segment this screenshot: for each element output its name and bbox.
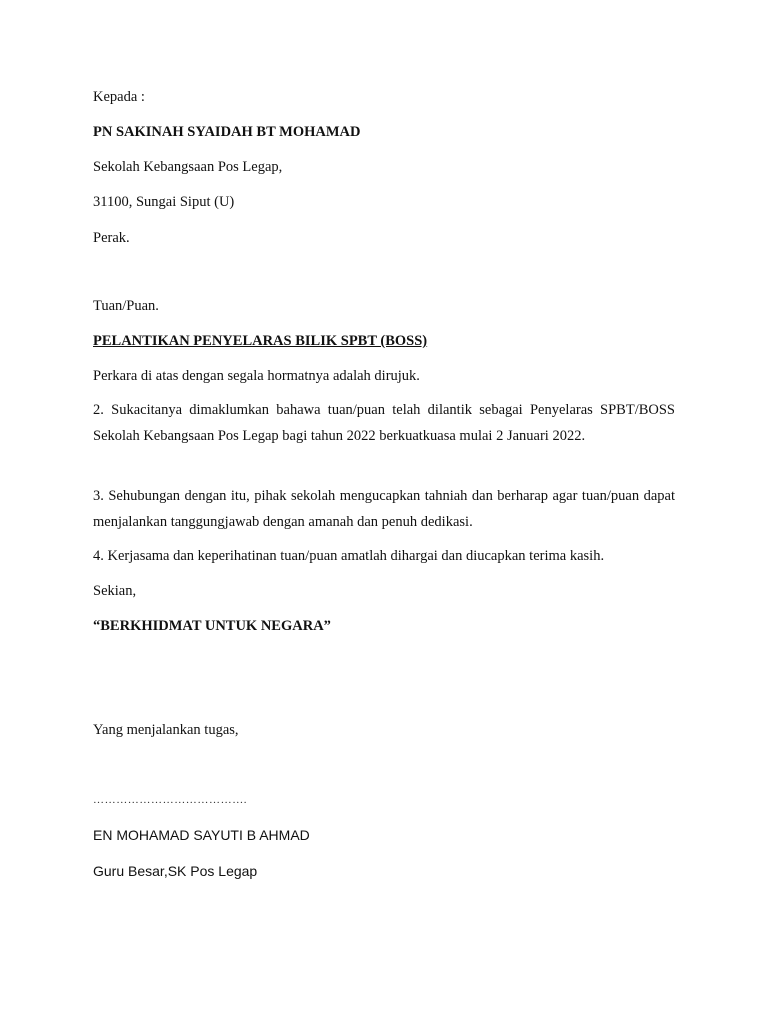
signer-title: Guru Besar,SK Pos Legap bbox=[93, 863, 258, 879]
paragraph-2: 2. Sukacitanya dimaklumkan bahawa tuan/puan telah dilantik sebagai Penyelaras SPBT/BOSS Sekolah Kebangsaan Pos Legap bagi tahun 2022 berkuatkuasa mulai 2 Januari 2022. bbox=[93, 402, 675, 444]
recipient-name: PN SAKINAH SYAIDAH BT MOHAMAD bbox=[93, 124, 361, 140]
paragraph-4: 4. Kerjasama dan keperihatinan tuan/puan amatlah dihargai dan diucapkan terima kasih. bbox=[93, 548, 605, 564]
subject-heading: PELANTIKAN PENYELARAS BILIK SPBT (BOSS) bbox=[93, 333, 428, 349]
salutation: Tuan/Puan. bbox=[93, 298, 159, 314]
address-line-1: Sekolah Kebangsaan Pos Legap, bbox=[93, 159, 283, 175]
closing: Sekian, bbox=[93, 583, 137, 599]
motto: “BERKHIDMAT UNTUK NEGARA” bbox=[93, 618, 331, 634]
paragraph-3: 3. Sehubungan dengan itu, pihak sekolah mengucapkan tahniah dan berharap agar tuan/puan dapat menjalankan tanggungjawab dengan amanah dan penuh dedikasi. bbox=[93, 488, 675, 530]
address-line-2: 31100, Sungai Siput (U) bbox=[93, 194, 235, 210]
address-line-3: Perak. bbox=[93, 230, 130, 246]
signer-name: EN MOHAMAD SAYUTI B AHMAD bbox=[93, 827, 310, 843]
signature-line: …………………………………. bbox=[93, 794, 248, 806]
kepada-label: Kepada : bbox=[93, 89, 145, 105]
signoff: Yang menjalankan tugas, bbox=[93, 722, 239, 738]
letter-page bbox=[93, 0, 675, 1024]
paragraph-1: Perkara di atas dengan segala hormatnya adalah dirujuk. bbox=[93, 368, 420, 384]
